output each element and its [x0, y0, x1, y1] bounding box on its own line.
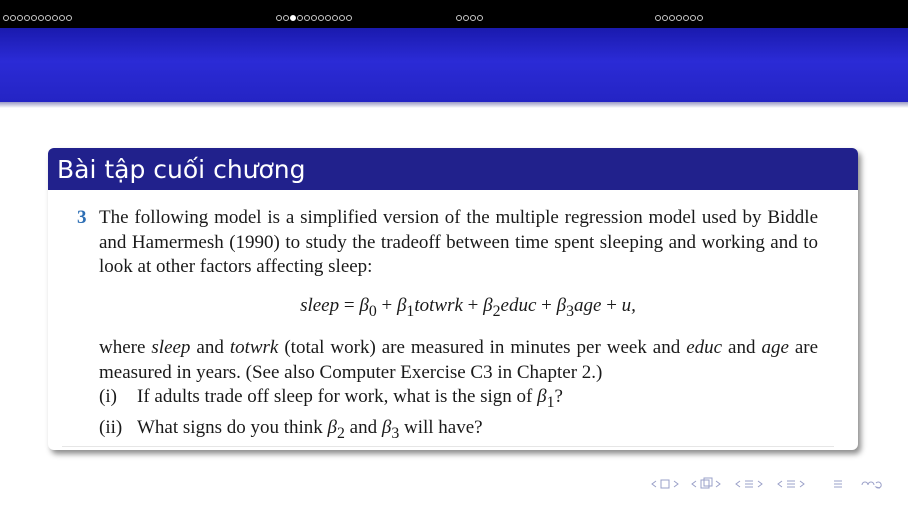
nav-frame-icon[interactable]: [661, 480, 669, 488]
frame-dot[interactable]: [66, 15, 72, 21]
nav-prev-subsection-icon[interactable]: [692, 481, 696, 487]
frame-dot[interactable]: [59, 15, 65, 21]
question-i-text: [137, 385, 563, 415]
nav-section-icon[interactable]: [745, 481, 753, 487]
problem-intro: The following model is a simplified version of the multiple regression model used by Biddle and Hamermesh (1990) to study the tradeoff between time spent sleeping and working and to look at other factors affecting sleep:: [99, 207, 818, 278]
where-w4: and: [728, 337, 756, 359]
frame-dot[interactable]: [456, 15, 462, 21]
nav-subsection-icon[interactable]: [701, 480, 709, 488]
frame-dot[interactable]: [10, 15, 16, 21]
question-ii-text-a: What signs do you think: [137, 416, 323, 438]
where-v2: totwrk: [229, 337, 279, 359]
question-ii-beta3: β: [381, 416, 392, 438]
header-shadow: [0, 102, 908, 108]
variable-description: [99, 336, 818, 385]
frame-dot[interactable]: [683, 15, 689, 21]
eq-x3: age: [574, 294, 602, 316]
problem-number: 3: [77, 207, 87, 228]
block-title: Bài tập cuối chương: [48, 148, 858, 190]
section-3-dots[interactable]: [456, 15, 483, 23]
question-ii-text-b: will have?: [404, 416, 483, 438]
frame-dot[interactable]: [297, 15, 303, 21]
frame-dot[interactable]: [31, 15, 37, 21]
frame-dot[interactable]: [669, 15, 675, 21]
question-i-beta-sub: 1: [546, 394, 555, 412]
question-ii: [99, 416, 818, 446]
question-ii-beta2: β: [327, 416, 337, 438]
eq-lhs: sleep: [300, 294, 340, 316]
frame-dot[interactable]: [697, 15, 703, 21]
question-i-text-a: If adults trade off sleep for work, what is the sign of: [137, 386, 533, 408]
frame-dot[interactable]: [477, 15, 483, 21]
where-v4: age: [761, 337, 789, 359]
frame-dot[interactable]: [311, 15, 317, 21]
frame-dot[interactable]: [332, 15, 338, 21]
frame-dot[interactable]: [339, 15, 345, 21]
where-w3: (total work) are measured in minutes per week and: [284, 337, 681, 359]
frame-dot[interactable]: [470, 15, 476, 21]
eq-beta3: β: [556, 294, 567, 316]
problem-image: [62, 190, 834, 447]
frame-dot[interactable]: [52, 15, 58, 21]
question-i-text-b: ?: [554, 386, 563, 408]
where-v3: educ: [686, 337, 723, 359]
frame-dot[interactable]: [17, 15, 23, 21]
frame-dot[interactable]: [276, 15, 282, 21]
eq-beta0-sub: 0: [368, 302, 377, 320]
question-ii-mid: and: [349, 416, 378, 438]
frame-dot[interactable]: [318, 15, 324, 21]
frame-dot[interactable]: [3, 15, 9, 21]
search-icon[interactable]: [862, 482, 881, 488]
frame-dot[interactable]: [304, 15, 310, 21]
question-i: [99, 385, 818, 415]
eq-beta3-sub: 3: [566, 302, 574, 320]
nav-prev-frame-icon[interactable]: [652, 481, 656, 487]
frame-dot[interactable]: [346, 15, 352, 21]
frame-dot[interactable]: [24, 15, 30, 21]
question-ii-text: [137, 416, 483, 446]
eq-plus-3: +: [541, 294, 552, 316]
eq-plus-1: +: [381, 294, 393, 316]
eq-equals: =: [343, 294, 355, 316]
frame-dot[interactable]: [662, 15, 668, 21]
eq-beta2: β: [483, 294, 493, 316]
section-4-dots[interactable]: [655, 15, 703, 23]
eq-plus-2: +: [467, 294, 479, 316]
header-band: [0, 28, 908, 102]
nav-next-frame-icon[interactable]: [674, 481, 678, 487]
frame-dot[interactable]: [290, 15, 296, 21]
section-2-dots[interactable]: [276, 15, 352, 23]
frame-dot[interactable]: [676, 15, 682, 21]
section-1-dots[interactable]: [3, 15, 72, 23]
where-v1: sleep: [151, 337, 191, 359]
section-dots: [0, 0, 908, 28]
question-i-label: (i): [99, 386, 117, 408]
exercise-block: [48, 148, 858, 450]
nav-next-section-icon[interactable]: [758, 481, 762, 487]
eq-x2: educ: [500, 294, 537, 316]
eq-x1: totwrk: [414, 294, 463, 316]
frame-dot[interactable]: [283, 15, 289, 21]
frame-dot[interactable]: [463, 15, 469, 21]
eq-beta0: β: [359, 294, 369, 316]
eq-plus-4: +: [606, 294, 617, 316]
question-ii-label: (ii): [99, 416, 123, 438]
frame-dot[interactable]: [325, 15, 331, 21]
frame-dot[interactable]: [38, 15, 44, 21]
regression-equation: [118, 294, 818, 324]
frame-dot[interactable]: [655, 15, 661, 21]
where-w5: are measured in years. (See also Computer Exercise C3 in Chapter 2.): [99, 337, 819, 383]
question-ii-beta3-sub: 3: [391, 424, 400, 442]
problem-text: [78, 206, 818, 446]
frame-dot[interactable]: [45, 15, 51, 21]
eq-beta2-sub: 2: [492, 302, 501, 320]
nav-next-subsection-icon[interactable]: [716, 481, 720, 487]
nav-next-subsection-2-icon[interactable]: [800, 481, 804, 487]
question-i-beta: β: [537, 386, 547, 408]
nav-list-icon[interactable]: [787, 481, 795, 487]
frame-dot[interactable]: [690, 15, 696, 21]
eq-error: u,: [621, 294, 636, 316]
where-w2: and: [196, 337, 224, 359]
beamer-navigation-symbols: [650, 477, 900, 491]
eq-beta1-sub: 1: [406, 302, 415, 320]
nav-appendix-icon[interactable]: [834, 481, 842, 487]
question-ii-beta2-sub: 2: [337, 424, 345, 442]
where-w1: where: [99, 337, 146, 359]
nav-prev-subsection-2-icon[interactable]: [778, 481, 782, 487]
nav-prev-section-icon[interactable]: [736, 481, 740, 487]
eq-beta1: β: [396, 294, 407, 316]
